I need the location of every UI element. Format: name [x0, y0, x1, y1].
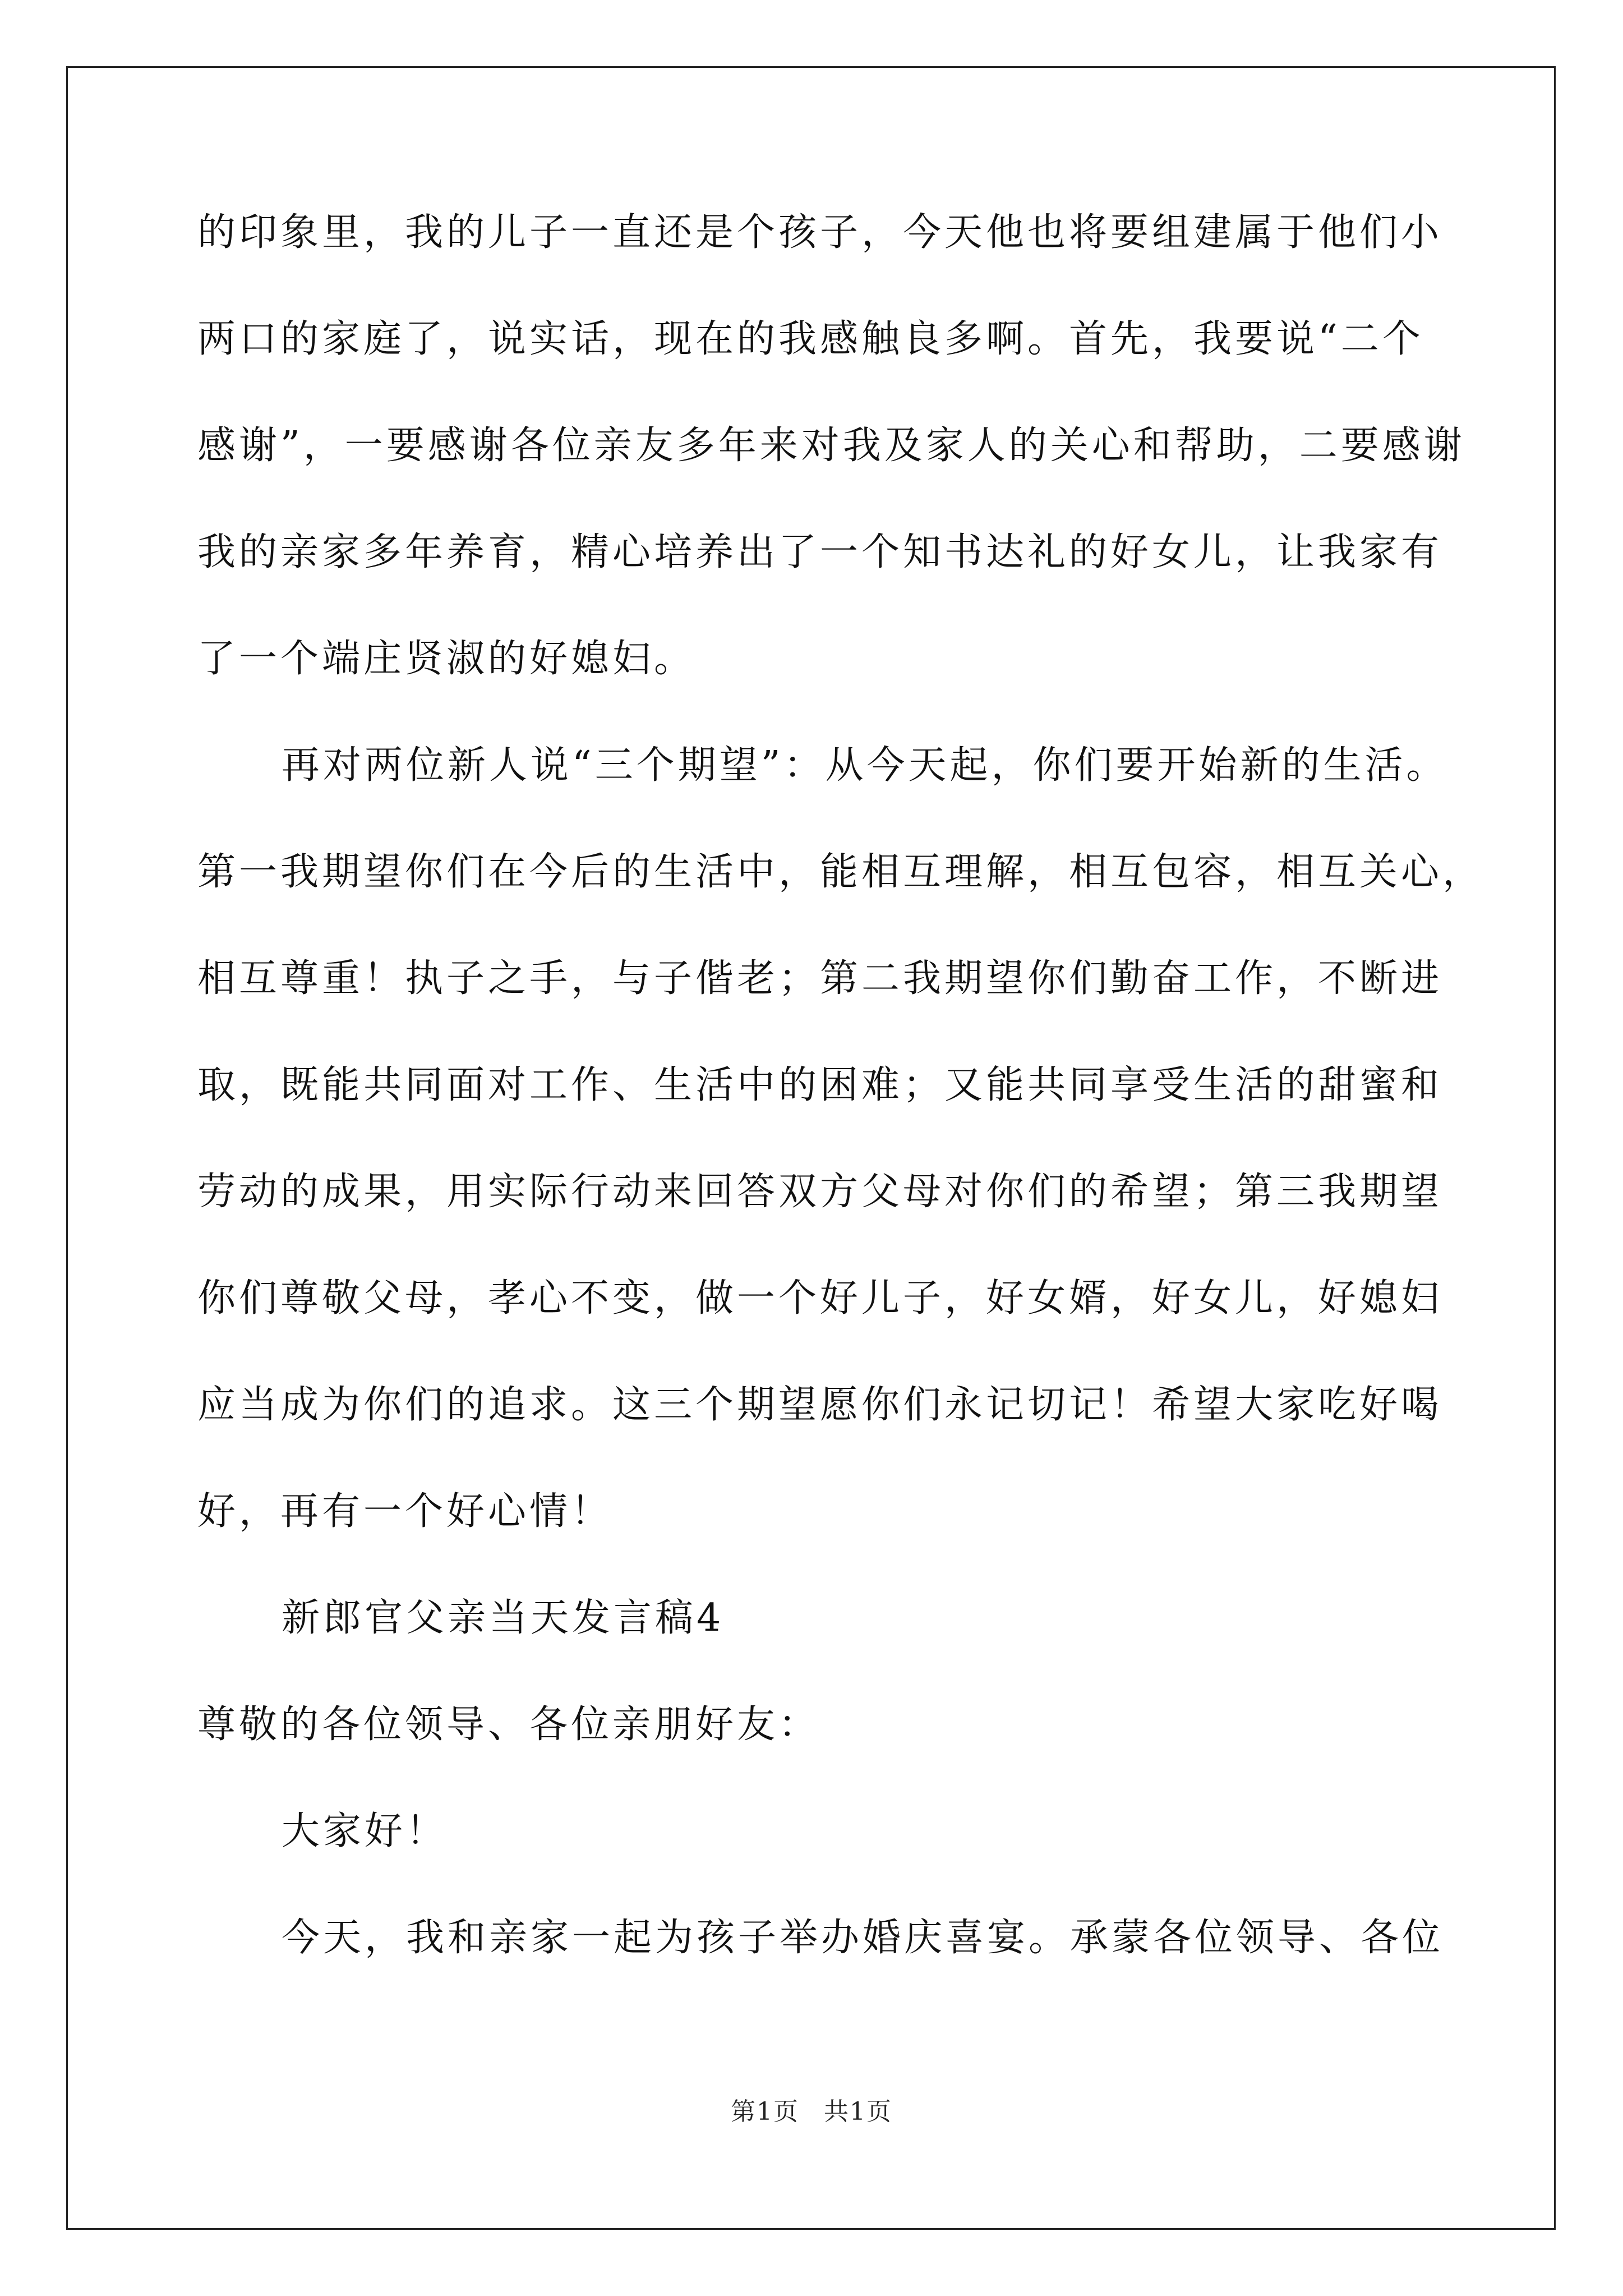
text-line: 了一个端庄贤淑的好媳妇。 — [197, 637, 696, 681]
text-line: 你们尊敬父母，孝心不变，做一个好儿子，好女婿，好女儿，好媳妇 — [197, 1276, 1443, 1320]
page-frame — [66, 66, 1556, 2230]
page-footer — [0, 2091, 1623, 2127]
text-line: 感谢”，一要感谢各位亲友多年来对我及家人的关心和帮助，二要感谢 — [197, 424, 1465, 468]
text-line: 取，既能共同面对工作、生活中的困难；又能共同享受生活的甜蜜和 — [197, 1063, 1443, 1107]
text-line: 今天，我和亲家一起为孩子举办婚庆喜宴。承蒙各位领导、各位 — [282, 1916, 1444, 1960]
text-line: 好，再有一个好心情！ — [197, 1489, 613, 1534]
section-heading: 新郎官父亲当天发言稿4 — [282, 1596, 725, 1640]
text-line: 我的亲家多年养育，精心培养出了一个知书达礼的好女儿，让我家有 — [197, 530, 1443, 574]
text-line: 应当成为你们的追求。这三个期望愿你们永记切记！希望大家吃好喝 — [197, 1383, 1443, 1427]
text-line: 再对两位新人说“三个期望”：从今天起，你们要开始新的生活。 — [282, 743, 1448, 788]
text-line: 两口的家庭了，说实话，现在的我感触良多啊。首先，我要说“二个 — [197, 317, 1424, 361]
text-line: 第一我期望你们在今后的生活中，能相互理解，相互包容，相互关心， — [197, 850, 1484, 894]
text-line: 相互尊重！执子之手，与子偕老；第二我期望你们勤奋工作，不断进 — [197, 956, 1443, 1001]
salutation: 尊敬的各位领导、各位亲朋好友： — [197, 1703, 820, 1747]
page-number: 第1页 — [731, 2097, 799, 2126]
page-count: 共1页 — [824, 2097, 892, 2126]
greeting: 大家好！ — [282, 1809, 448, 1853]
text-line: 的印象里，我的儿子一直还是个孩子，今天他也将要组建属于他们小 — [197, 210, 1443, 255]
text-line: 劳动的成果，用实际行动来回答双方父母对你们的希望；第三我期望 — [197, 1170, 1443, 1214]
